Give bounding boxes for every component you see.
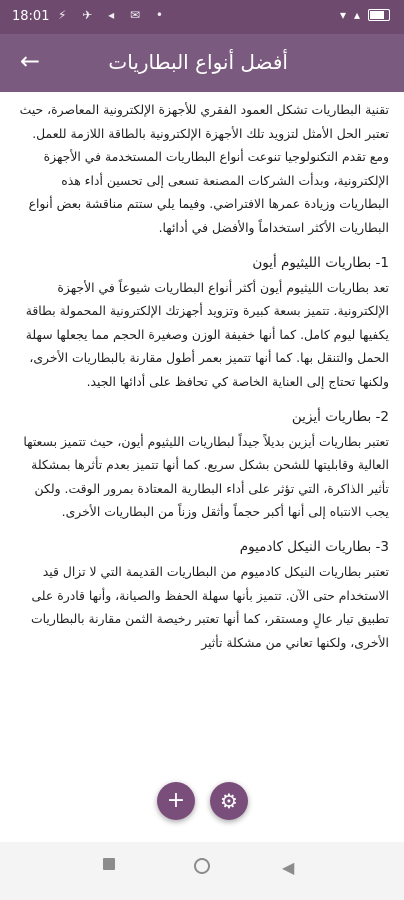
signal-icon: ▴ — [353, 8, 360, 22]
nav-back-icon[interactable]: ◀ — [282, 858, 295, 877]
system-nav-bar — [0, 842, 404, 900]
gear-icon: ⚙ — [220, 789, 238, 813]
recents-icon[interactable] — [103, 858, 115, 870]
section-heading: 3- بطاريات النيكل كادميوم — [239, 538, 389, 555]
status-bar — [0, 0, 404, 34]
section-body: تعتبر بطاريات النيكل كادميوم من البطاريات القديمة التي لا تزال قيد الاستخدام حتى الآن. تتميز بأنها سهلة الحفظ والصيانة، وأنها قادرة على تطبيق تيار عالٍ ومستقر، كما أنها تعتبر رخيصة الثمن مقارنة بالبطاريات الأخرى، ولكنها تعاني من مشكلة تأثير — [30, 563, 389, 650]
section-heading: 2- بطاريات أيزين — [291, 408, 389, 425]
system-icons — [340, 8, 390, 22]
app-bar — [0, 34, 404, 92]
plus-icon: + — [166, 788, 186, 813]
back-arrow-icon[interactable]: ← — [20, 47, 41, 75]
home-icon[interactable] — [194, 858, 210, 874]
notification-icons: ⚡ ✈ ◂ ✉ • — [58, 8, 169, 22]
section-body: تعتبر بطاريات أيزين بديلاً جيداً لبطاريات الليثيوم أيون، حيث تتميز بسعتها العالية وقابليتها للشحن بشكل سريع. كما أنها تتميز بعدم تأثرها بمشكلة تأثير الذاكرة، التي تؤثر على أداء البطارية المعتادة بمرور الوقت. ولكن يجب الانتباه إلى أنها أكبر حجماً وأثقل وزناً من البطاريات الأخرى. — [23, 433, 389, 520]
add-button[interactable] — [157, 782, 195, 820]
page-title: أفضل أنواع البطاريات — [108, 50, 288, 74]
article-intro: تقنية البطاريات تشكل العمود الفقري للأجهزة الإلكترونية المعاصرة، حيث تعتبر الحل الأمثل لتزويد تلك الأجهزة الإلكترونية بالطاقة اللازمة للعمل. ومع تقدم التكنولوجيا تنوعت أنواع البطاريات المستخدمة في الأجهزة الإلكترونية، وبدأت الشركات المصنعة تسعى إلى تحسين أداء هذه البطاريات وزيادة عمرها الافتراضي. وفيما يلي ستتم مناقشة بعض أنواع البطاريات الأكثر استخداماً والأفضل في أدائها. — [19, 102, 389, 235]
section-heading: 1- بطاريات الليثيوم أيون — [252, 254, 389, 271]
settings-button[interactable] — [210, 782, 248, 820]
battery-icon — [368, 9, 390, 21]
status-time: 18:01 — [12, 9, 50, 24]
battery-level — [370, 11, 384, 19]
wifi-icon: ▾ — [339, 8, 346, 22]
section-body: تعد بطاريات الليثيوم أيون أكثر أنواع البطاريات شيوعاً في الأجهزة الإلكترونية. تتميز بسعة كبيرة وتزويد أجهزتك الإلكترونية المحمولة بطاقة يكفيها ليوم كامل. كما أنها خفيفة الوزن وصغيرة الحجم مما يجعلها سهلة الحمل والتنقل بها. كما أنها تتميز بعمر أطول مقارنة بالبطاريات الأخرى، ولكنها تحتاج إلى العناية الخاصة كي تحافظ على أدائها الجيد. — [25, 279, 389, 389]
article-content[interactable] — [14, 98, 389, 838]
